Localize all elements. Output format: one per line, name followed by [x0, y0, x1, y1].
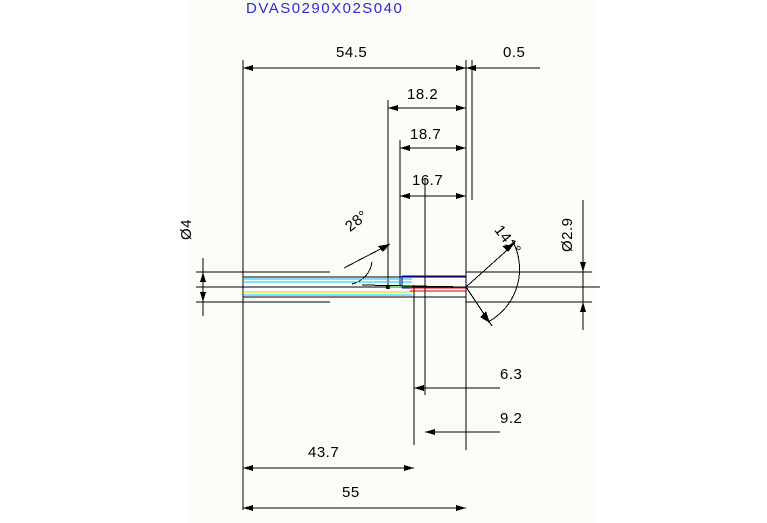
arrow-18-2-left — [388, 105, 398, 111]
arrow-18-7-right — [456, 145, 466, 151]
drawing-title: DVAS0290X02S040 — [246, 0, 404, 17]
arc-28deg — [352, 262, 372, 284]
arrow-55-right — [456, 505, 466, 511]
arrow-54-5-left — [243, 65, 253, 71]
dim-label-angle-141: 141° — [490, 222, 525, 259]
dim-label-18-2: 18.2 — [407, 86, 439, 103]
dim-label-0-5: 0.5 — [503, 44, 526, 61]
arrow-6-3-left — [414, 385, 424, 391]
dim-label-diameter-right: Ø2.9 — [559, 217, 576, 252]
dim-label-16-7: 16.7 — [412, 172, 444, 189]
dim-label-9-2: 9.2 — [500, 410, 523, 427]
dim-label-6-3: 6.3 — [500, 366, 523, 383]
arrow-d29-lower — [580, 302, 586, 312]
arrow-d4-upper — [200, 272, 206, 282]
arrow-54-5-right — [456, 65, 466, 71]
dim-label-43-7: 43.7 — [308, 444, 340, 461]
arrow-141-lower — [480, 311, 490, 323]
dim-label-angle-28: 28° — [342, 207, 372, 236]
arrow-d29-upper — [580, 262, 586, 272]
arrow-0-5-left — [466, 65, 476, 71]
arrow-43-7-left — [243, 465, 253, 471]
dim-label-55: 55 — [342, 484, 360, 501]
dim-label-54-5: 54.5 — [336, 44, 368, 61]
arrow-18-7-left — [400, 145, 410, 151]
arrow-16-7-left — [400, 193, 410, 199]
arrow-43-7-right — [404, 465, 414, 471]
arrow-9-2-left — [425, 429, 435, 435]
arrow-d4-lower — [200, 292, 206, 302]
arrow-55-left — [243, 505, 253, 511]
arrow-18-2-right — [456, 105, 466, 111]
arrow-16-7-right — [456, 193, 466, 199]
dim-label-diameter-left: Ø4 — [178, 218, 195, 240]
dim-label-18-7: 18.7 — [410, 126, 442, 143]
